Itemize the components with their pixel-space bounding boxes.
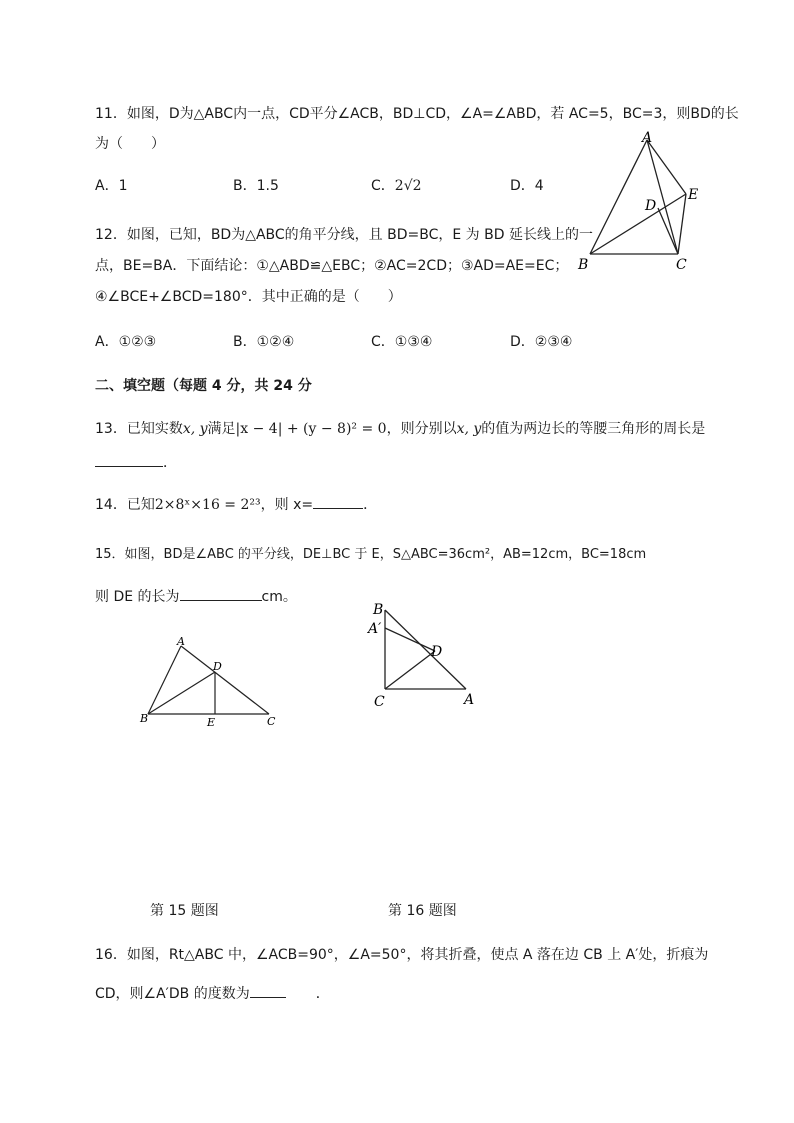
q13-end: ． [163,455,177,471]
fig11-label-a: A [642,130,653,146]
q12-line2: 点，BE=BA．下面结论：①△ABD≌△EBC；②AC=2CD；③AD=AE=EC； [95,258,569,274]
fig16-label-b: B [373,602,384,618]
fig16-label-c: C [374,694,385,710]
q15-answer-blank[interactable] [180,586,262,601]
caption-fig15: 第 15 题图 [150,903,219,919]
q11-option-c-label: C． [371,178,395,194]
q11-option-b: B．1.5 [233,178,279,194]
q11-option-a: A．1 [95,178,128,194]
fig15-label-b: B [140,712,149,725]
q14-suffix: ，则 x= [260,497,314,513]
q16-line2-end: ． [315,986,330,1002]
fig16-label-d: D [431,644,443,660]
caption-fig16: 第 16 题图 [388,903,457,919]
q14-prefix: 14．已知 [95,497,155,513]
q12-option-d: D．②③④ [510,334,573,350]
q13-vars1: x, y [182,421,208,437]
q12-option-c: C．①③④ [371,334,433,350]
q12-option-b: B．①②④ [233,334,295,350]
fig16-label-a: A [464,692,475,708]
q12-option-a: A．①②③ [95,334,157,350]
q15-line2-prefix: 则 DE 的长为 [95,589,180,605]
q11-line2: 为（ ） [95,136,165,152]
q11-option-c [371,175,422,195]
fig15-label-c: C [267,715,276,728]
q13-prefix: 13．已知实数 [95,421,183,437]
q11-option-c-math: 2√2 [394,178,422,194]
q12-line1: 12．如图，已知，BD为△ABC的角平分线，且 BD=BC，E 为 BD 延长线上的一 [95,227,593,243]
q13-suffix1: ，则分别以 [386,421,457,437]
figure-q11 [572,128,712,276]
q11-line1: 11．如图，D为△ABC内一点，CD平分∠ACB，BD⊥CD，∠A=∠ABD，若 AC=5，BC=3，则BD的长 [95,106,739,122]
q13-answer-blank[interactable] [95,452,163,467]
q11-option-d: D．4 [510,178,544,194]
fig16-label-a-prime: A′ [368,621,382,637]
q15-line2-suffix: cm。 [261,589,297,605]
figure-q16 [366,598,486,713]
q15-line1: 15．如图，BD是∠ABC 的平分线，DE⊥BC 于 E，S△ABC=36cm²，AB=12cm，BC=18cm [95,547,647,562]
q13-line1 [95,418,705,438]
q13-vars2: x, y [456,421,482,437]
q13-mid: 满足 [207,421,236,437]
q16-line2-prefix: CD，则∠A′DB 的度数为 [95,986,250,1002]
q13-equation: |x − 4| + (y − 8)² = 0 [235,421,387,437]
fig15-label-a: A [177,635,185,648]
q14-answer-blank[interactable] [313,494,363,509]
fig11-label-d: D [645,198,657,214]
q16-line2 [95,983,330,1003]
q13-line2 [95,452,177,472]
q14-equation: 2×8ˣ×16 = 2²³ [154,497,261,513]
q12-line3: ④∠BCE+∠BCD=180°．其中正确的是（ ） [95,289,402,305]
q16-answer-blank[interactable] [250,983,286,998]
fig11-label-e: E [688,187,699,203]
q13-suffix2: 的值为两边长的等腰三角形的周长是 [481,421,706,437]
q14-line [95,494,377,514]
q14-end: ． [363,497,378,513]
fig15-label-d: D [213,660,222,673]
q16-line1: 16．如图，Rt△ABC 中，∠ACB=90°，∠A=50°，将其折叠，使点 A 落在边 CB 上 A′处，折痕为 [95,947,709,963]
fig11-label-b: B [578,257,589,273]
fig11-label-c: C [676,257,687,273]
figure-q15 [136,632,286,732]
section-fill-in-title: 二、填空题（每题 4 分，共 24 分 [95,378,312,394]
fig15-label-e: E [207,716,216,729]
q15-line2 [95,586,297,606]
